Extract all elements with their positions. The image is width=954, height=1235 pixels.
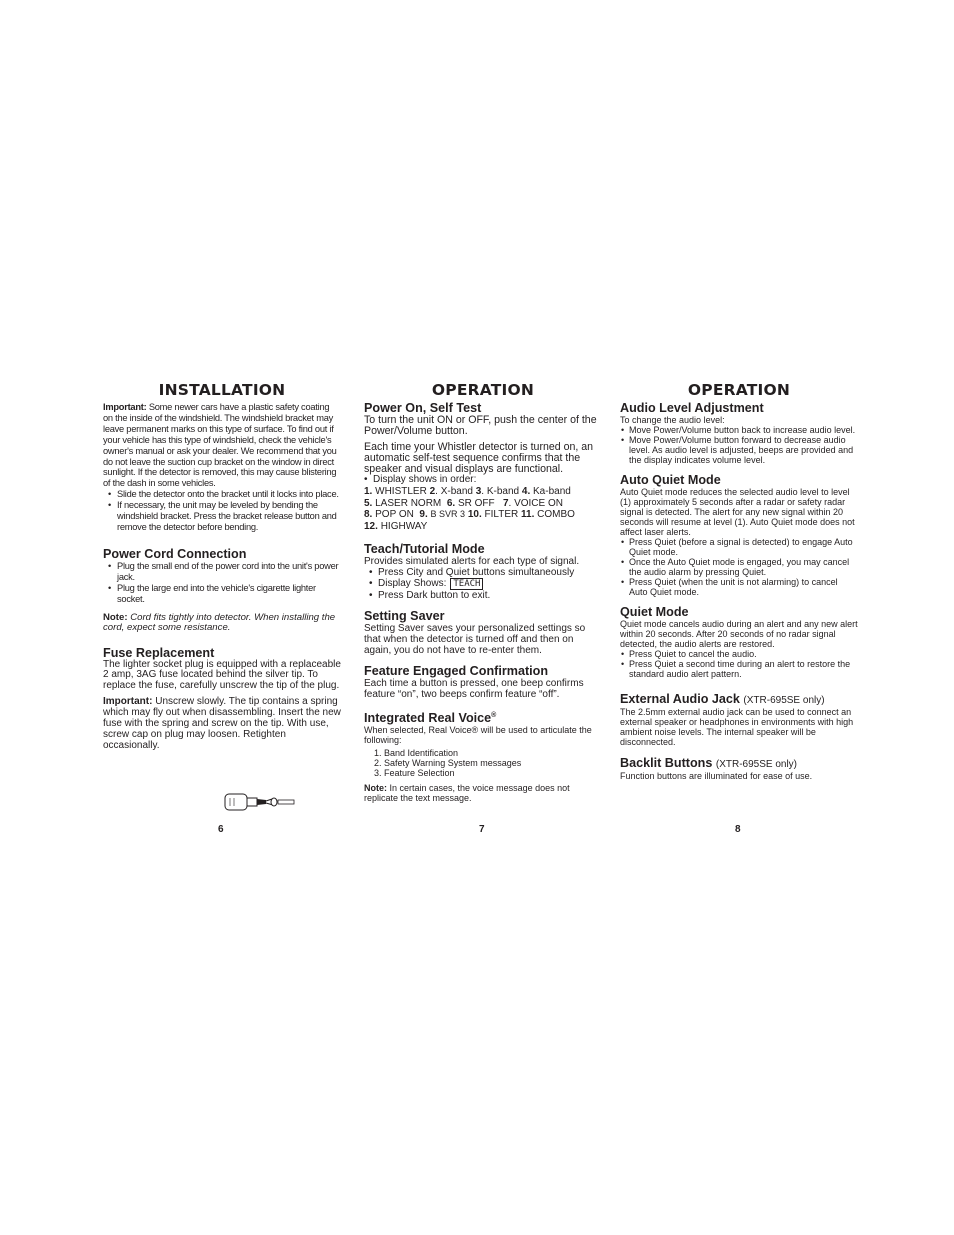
- seq-number: 7: [502, 497, 509, 509]
- backlit-buttons-text: Function buttons are illuminated for ease of use.: [620, 771, 813, 781]
- bracket-bullet: • If necessary, the unit may be leveled by bending the windshield bracket. Press the bracket release button and remove the detector before bending.: [117, 500, 341, 533]
- display-bullet: • Display shows in order:: [373, 475, 602, 486]
- fuse-important: [103, 697, 341, 752]
- auto-quiet-bullets: [620, 537, 858, 597]
- display-bullet-list: [364, 475, 602, 486]
- teach-bullet: • Press Dark button to exit.: [378, 590, 602, 601]
- page-7-column: [364, 380, 602, 808]
- bracket-bullet: • Slide the detector onto the bracket until it locks into place.: [117, 489, 341, 500]
- audio-level-title: Audio Level Adjustment: [620, 401, 764, 415]
- auto-quiet-text: Auto Quiet mode reduces the selected audio level to level (1) approximately 5 seconds after a radar or safety radar signal is detected. The alert for any new signal within 20 seconds will resume at level (1). Auto Quiet mode does not affect laser alerts.: [620, 487, 855, 537]
- seq-number: 10.: [467, 509, 482, 521]
- external-audio-jack-text: The 2.5mm external audio jack can be used to connect an external speaker or headphones in environments with high ambient noise levels. The internal speaker will be disconnected.: [620, 707, 854, 747]
- feature-confirmation-title: Feature Engaged Confirmation: [364, 663, 549, 678]
- power-cord-title: Power Cord Connection: [103, 546, 247, 561]
- operation-heading: OPERATION: [431, 381, 535, 399]
- seq-label: . X-band: [435, 485, 473, 497]
- audio-bullet: • Move Power/Volume button forward to decrease audio level. As audio level is adjusted, beeps are provided and the display indicates volume level.: [629, 435, 858, 465]
- quiet-mode-text: Quiet mode cancels audio during an alert and any new alert within 20 seconds. After 20 seconds of no radar signal detected, the audio alerts are restored.: [620, 619, 858, 649]
- seq-label: POP ON: [375, 509, 414, 521]
- auto-quiet-bullet: • Once the Auto Quiet mode is engaged, you may cancel the audio alarm by pressing Quiet.: [629, 557, 858, 577]
- lighter-plug-illustration: [222, 791, 298, 813]
- teach-lcd-display: TEACH: [450, 578, 483, 590]
- auto-quiet-title: Auto Quiet Mode: [620, 473, 721, 487]
- voice-list-item: 2. Safety Warning System messages: [384, 758, 602, 768]
- seq-label: HIGHWAY: [380, 521, 428, 533]
- backlit-title-text: Backlit Buttons: [620, 756, 713, 770]
- seq-label: . K-band: [481, 485, 520, 497]
- page-8-column: [620, 380, 858, 786]
- windshield-warning: [103, 402, 341, 489]
- setting-saver-title: Setting Saver: [364, 608, 445, 623]
- fuse-important-text: Unscrew slowly. The tip contains a spring which may fly out when disassembling. Insert the new fuse with the spring and screw on the tip. With use, screw cap on plug may loosen. Retighten occasionally.: [103, 696, 341, 751]
- quiet-mode-title: Quiet Mode: [620, 605, 689, 619]
- page-number: 7: [479, 824, 485, 835]
- voice-list-item: 3. Feature Selection: [384, 768, 602, 778]
- seq-label: LASER NORM: [375, 497, 442, 509]
- seq-number: 12.: [364, 521, 378, 533]
- power-cord-bullet: • Plug the small end of the power cord into the unit's power jack.: [117, 561, 341, 583]
- seq-number: 5.: [364, 497, 373, 509]
- seq-number: 2: [429, 485, 436, 497]
- self-test-text: Each time your Whistler detector is turned on, an automatic self-test sequence confirms that the speaker and visual displays are functional.: [364, 441, 594, 475]
- jack-model-note: (XTR-695SE only): [743, 695, 825, 706]
- operation-heading: OPERATION: [687, 381, 791, 399]
- seq-number: 8.: [364, 509, 373, 521]
- audio-level-intro: To change the audio level:: [620, 415, 725, 425]
- seq-label: COMBO: [537, 509, 575, 521]
- power-on-title: Power On, Self Test: [364, 401, 482, 415]
- real-voice-title-text: Integrated Real Voice: [364, 710, 492, 725]
- seq-number: 3: [475, 485, 482, 497]
- backlit-buttons-title: [620, 757, 858, 771]
- voice-note-text: In certain cases, the voice message does not replicate the text message.: [364, 782, 570, 803]
- real-voice-list: [364, 748, 602, 778]
- real-voice-title: [364, 709, 602, 725]
- page-number: 6: [218, 824, 224, 835]
- cord-note-text: Cord fits tightly into detector. When installing the cord, expect some resistance.: [103, 611, 336, 633]
- seq-label: . VOICE ON: [508, 497, 563, 509]
- power-on-text: To turn the unit ON or OFF, push the center of the Power/Volume button.: [364, 414, 597, 437]
- seq-number: 9.: [419, 509, 428, 521]
- auto-quiet-bullet: • Press Quiet (when the unit is not alarming) to cancel Auto Quiet mode.: [629, 577, 858, 597]
- setting-saver-text: Setting Saver saves your personalized settings so that when the detector is turned off and then on again, you do not have to re-enter them.: [364, 622, 586, 656]
- teach-bullet: [378, 578, 602, 590]
- fuse-replacement-title: Fuse Replacement: [103, 645, 215, 660]
- page-number: 8: [735, 824, 741, 835]
- feature-confirmation-text: Each time a button is pressed, one beep confirms feature “on”, two beeps confirm feature “off”.: [364, 677, 584, 700]
- seq-label: SR OFF: [457, 497, 495, 509]
- installation-heading: INSTALLATION: [158, 381, 286, 399]
- self-test-sequence: [364, 486, 602, 533]
- windshield-warning-text: Some newer cars have a plastic safety coating on the inside of the windshield. The windshield bracket may leave permanent marks on this type of surface. To find out if your vehicle has this type of windshield, check the vehicle's owner's manual or ask your dealer. We recommend that you do not leave the suction cup bracket on the window in direct sunlight. If the detector is removed, this may cause blistering of the dash in some vehicles.: [103, 402, 337, 489]
- external-audio-jack-title: [620, 693, 858, 707]
- teach-mode-title: Teach/Tutorial Mode: [364, 541, 485, 556]
- voice-note: [364, 783, 602, 803]
- note-label: Note:: [103, 611, 128, 623]
- real-voice-text: When selected, Real Voice® will be used to articulate the following:: [364, 724, 592, 745]
- note-label: Note:: [364, 782, 387, 793]
- teach-mode-text: Provides simulated alerts for each type of signal.: [364, 555, 580, 567]
- teach-mode-bullets: [364, 567, 602, 601]
- quiet-bullet: • Press Quiet to cancel the audio.: [629, 649, 858, 659]
- quiet-bullet: • Press Quiet a second time during an alert to restore the standard audio alert pattern.: [629, 659, 858, 679]
- power-cord-bullet: • Plug the large end into the vehicle's cigarette lighter socket.: [117, 583, 341, 605]
- power-cord-bullets: [103, 561, 341, 605]
- auto-quiet-bullet: • Press Quiet (before a signal is detected) to engage Auto Quiet mode.: [629, 537, 858, 557]
- voice-list-item: 1. Band Identification: [384, 748, 602, 758]
- quiet-mode-bullets: [620, 649, 858, 679]
- important-label: Important:: [103, 402, 147, 412]
- page-6-column: [103, 380, 341, 757]
- cord-note: [103, 613, 341, 633]
- seq-label: WHISTLER: [375, 485, 427, 497]
- fuse-replacement-text: The lighter socket plug is equipped with a replaceable 2 amp, 3AG fuse located behind the silver tip. To replace the fuse, carefully unscrew the tip of the plug.: [103, 658, 341, 692]
- teach-bullet: • Press City and Quiet buttons simultaneously: [378, 567, 602, 578]
- registered-mark: ®: [491, 711, 497, 719]
- jack-title-text: External Audio Jack: [620, 692, 740, 706]
- seq-label: Ka-band: [533, 485, 571, 497]
- audio-bullet: • Move Power/Volume button back to increase audio level.: [629, 425, 858, 435]
- audio-level-bullets: [620, 425, 858, 465]
- seq-number: 6.: [446, 497, 456, 509]
- seq-label: FILTER: [484, 509, 519, 521]
- seq-number: 11.: [521, 509, 535, 521]
- backlit-model-note: (XTR-695SE only): [715, 759, 798, 770]
- bracket-bullets: [103, 489, 341, 533]
- important-label: Important:: [103, 696, 153, 708]
- seq-number: 4.: [521, 485, 531, 497]
- seq-label: B SVR 3: [430, 509, 466, 520]
- seq-number: 1.: [364, 485, 373, 497]
- teach-bullet-text: Display Shows:: [378, 577, 447, 589]
